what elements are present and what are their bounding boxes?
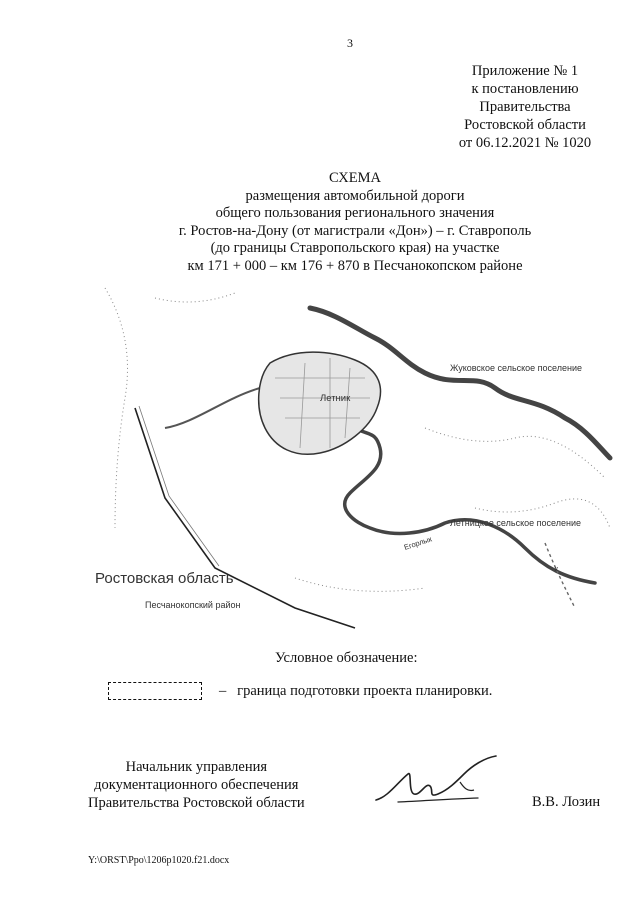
title-line: общего пользования регионального значения <box>215 205 495 221</box>
legend-row <box>108 682 568 704</box>
role-line: Правительства Ростовской области <box>88 795 305 811</box>
corner-label: к <box>555 566 559 573</box>
handwritten-signature <box>368 752 508 812</box>
legend-dashed-boundary-symbol <box>108 682 202 700</box>
document-title <box>60 170 640 275</box>
role-line: документационного обеспечения <box>94 777 299 793</box>
appendix-line: к постановлению <box>471 81 579 97</box>
appendix-line: Правительства <box>479 99 571 115</box>
legend-dash: – <box>219 683 227 699</box>
appendix-line: Приложение № 1 <box>471 63 579 79</box>
scheme-map <box>95 278 615 633</box>
appendix-block <box>400 62 640 152</box>
title-heading: СХЕМА <box>329 170 381 186</box>
role-line: Начальник управления <box>125 759 268 775</box>
raion-label: Песчанокопский район <box>145 600 241 610</box>
page-number: 3 <box>347 36 353 50</box>
signatory-role <box>88 758 305 812</box>
legend-text: граница подготовки проекта планировки. <box>237 683 493 699</box>
egorlyk-label: Егорлык <box>402 534 433 552</box>
legend-title: Условное обозначение: <box>275 650 418 666</box>
file-path: Y:\ORST\Ppo\1206p1020.f21.docx <box>88 855 230 866</box>
title-line: размещения автомобильной дороги <box>245 187 465 204</box>
legend-description <box>219 683 492 700</box>
letnik-label: Летник <box>320 393 351 404</box>
zhukovskoe-label: Жуковское сельское поселение <box>450 363 583 373</box>
oblast-label: Ростовская область <box>95 570 234 587</box>
title-line: (до границы Ставропольского края) на участке <box>210 240 500 256</box>
appendix-line: от 06.12.2021 № 1020 <box>458 135 592 151</box>
title-line: км 171 + 000 – км 176 + 870 в Песчанокопском районе <box>187 257 523 274</box>
appendix-line: Ростовской области <box>464 117 586 133</box>
signer-name: В.В. Лозин <box>532 794 601 810</box>
letnitskoe-label: Летницкое сельское поселение <box>450 518 581 528</box>
title-line: г. Ростов-на-Дону (от магистрали «Дон») – г. Ставрополь <box>178 222 532 239</box>
